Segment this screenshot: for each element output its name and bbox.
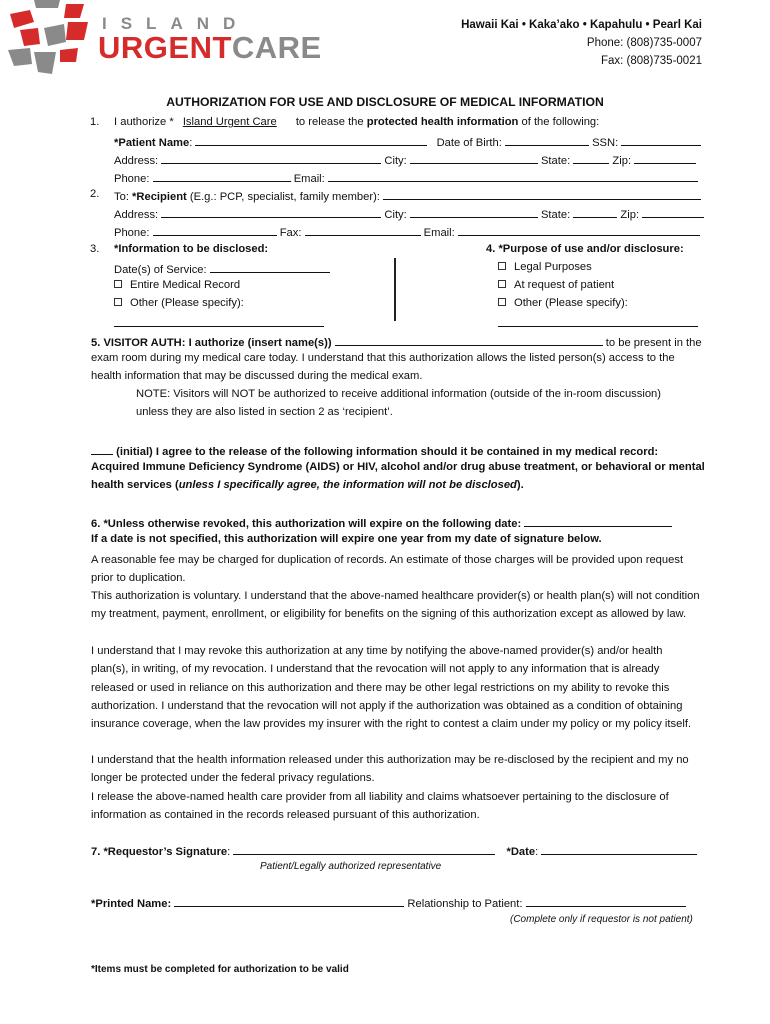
logo-urgentcare-text: URGENTCARE bbox=[98, 30, 322, 65]
fee-paragraph: A reasonable fee may be charged for duplication of records. An estimate of those charges will be provided upon request prior to duplication. bbox=[91, 554, 684, 585]
recipient-state-field[interactable] bbox=[573, 206, 617, 218]
checkbox-icon[interactable] bbox=[498, 280, 506, 288]
header-fax: Fax: (808)735-0021 bbox=[600, 55, 702, 67]
relationship-field[interactable] bbox=[526, 895, 686, 907]
dob-field[interactable] bbox=[505, 134, 589, 146]
patient-phone-field[interactable] bbox=[153, 170, 291, 182]
release-paragraph: I release the above-named health care provider from all liability and claims whatsoever pertaining to the disclosure of information as contained in the records released pursuant of this authorization. bbox=[91, 791, 669, 822]
header-phone: Phone: (808)735-0007 bbox=[586, 37, 702, 49]
patient-address-row: Address: City: State: Zip: bbox=[114, 152, 696, 167]
initial-row: (initial) I agree to the release of the following information should it be contained in my medical record: bbox=[91, 443, 658, 458]
dates-of-service-field[interactable] bbox=[210, 261, 330, 273]
printed-name-row: *Printed Name: Relationship to Patient: bbox=[91, 895, 686, 910]
recipient-row: To: *Recipient (E.g.: PCP, specialist, family member): bbox=[114, 188, 701, 203]
expiry-default-text: If a date is not specified, this authorization will expire one year from my date of signature below. bbox=[91, 533, 602, 545]
logo-mark-icon bbox=[4, 0, 92, 76]
recipient-address-row: Address: City: State: Zip: bbox=[114, 206, 704, 221]
logo-island-text: ISLAND bbox=[102, 14, 250, 33]
other-purpose-field[interactable] bbox=[498, 315, 698, 327]
option-legal[interactable]: Legal Purposes bbox=[498, 261, 592, 273]
patient-zip-field[interactable] bbox=[634, 152, 696, 164]
recipient-phone-field[interactable] bbox=[153, 224, 277, 236]
patient-address-field[interactable] bbox=[161, 152, 381, 164]
option-other-purpose[interactable]: Other (Please specify): bbox=[498, 297, 628, 309]
recipient-contact-row: Phone: Fax: Email: bbox=[114, 224, 700, 239]
checkbox-icon[interactable] bbox=[114, 298, 122, 306]
section1-number: 1. bbox=[90, 116, 100, 128]
recipient-fax-field[interactable] bbox=[305, 224, 421, 236]
signature-field[interactable] bbox=[233, 843, 495, 855]
option-entire-record[interactable]: Entire Medical Record bbox=[114, 279, 240, 291]
other-purpose-row bbox=[498, 315, 698, 330]
section-divider bbox=[394, 258, 396, 321]
recipient-field[interactable] bbox=[383, 188, 701, 200]
visitor-text-3: health information that may be discussed during the medical exam. bbox=[91, 370, 423, 382]
recipient-city-field[interactable] bbox=[410, 206, 538, 218]
patient-row: *Patient Name: Date of Birth: SSN: bbox=[114, 134, 701, 149]
section4-title: 4. *Purpose of use and/or disclosure: bbox=[486, 243, 684, 255]
page-title: AUTHORIZATION FOR USE AND DISCLOSURE OF MEDICAL INFORMATION bbox=[166, 95, 604, 109]
patient-city-field[interactable] bbox=[410, 152, 538, 164]
voluntary-paragraph: This authorization is voluntary. I understand that the above-named healthcare provider(s) or health plan(s) will not condition my treatment, payment, enrollment, or eligibility for benefits on the signing of this authorization except as allowed by law. bbox=[91, 590, 700, 621]
patient-state-field[interactable] bbox=[573, 152, 609, 164]
other-info-field[interactable] bbox=[114, 315, 324, 327]
visitor-auth-row: 5. VISITOR AUTH: I authorize (insert name(s)) to be present in the bbox=[91, 334, 702, 349]
initial-text-2: Acquired Immune Deficiency Syndrome (AIDS) or HIV, alcohol and/or drug abuse treatment, or behavioral or mental bbox=[91, 461, 705, 473]
revoke-paragraph: I understand that I may revoke this authorization at any time by notifying the above-named provider(s) and/or health plan(s), in writing, of my revocation. I understand that the revocation will not apply to any information that is already released or used in reliance on this authorization and there may be other legal restrictions on my ability to revoke this authorization. I understand that the revocation will not apply if the authorization was obtained as a condition of obtaining insurance coverage, when the law provides my insurer with the right to contest a claim under my policy or my policy itself. bbox=[91, 645, 692, 731]
checkbox-icon[interactable] bbox=[498, 262, 506, 270]
visitor-text-2: exam room during my medical care today. I understand that this authorization allows the listed person(s) access to the bbox=[91, 352, 675, 364]
section2-number: 2. bbox=[90, 188, 100, 200]
other-info-row bbox=[114, 315, 324, 330]
signature-hint: Patient/Legally authorized representative bbox=[260, 861, 442, 872]
option-other-info[interactable]: Other (Please specify): bbox=[114, 297, 244, 309]
ssn-field[interactable] bbox=[621, 134, 701, 146]
redisclose-paragraph: I understand that the health information released under this authorization may be re-disclosed by the recipient and my no longer be protected under the federal privacy regulations. bbox=[91, 754, 689, 785]
expiry-row: 6. *Unless otherwise revoked, this authorization will expire on the following date: bbox=[91, 515, 672, 530]
option-patient-request[interactable]: At request of patient bbox=[498, 279, 614, 291]
checkbox-icon[interactable] bbox=[498, 298, 506, 306]
header-locations: Hawaii Kai • Kaka’ako • Kapahulu • Pearl Kai bbox=[461, 19, 702, 31]
visitor-names-field[interactable] bbox=[335, 334, 603, 346]
section3-number: 3. bbox=[90, 243, 100, 255]
visitor-note-2: unless they are also listed in section 2 as ‘recipient’. bbox=[136, 406, 393, 418]
patient-name-field[interactable] bbox=[195, 134, 427, 146]
relationship-hint: (Complete only if requestor is not patient) bbox=[510, 914, 693, 925]
recipient-zip-field[interactable] bbox=[642, 206, 704, 218]
dates-of-service-row: Date(s) of Service: bbox=[114, 261, 330, 276]
initial-text-3: health services (unless I specifically agree, the information will not be disclosed). bbox=[91, 479, 524, 491]
checkbox-icon[interactable] bbox=[114, 280, 122, 288]
recipient-address-field[interactable] bbox=[161, 206, 381, 218]
patient-email-field[interactable] bbox=[328, 170, 698, 182]
expiry-date-field[interactable] bbox=[524, 515, 672, 527]
patient-contact-row: Phone: Email: bbox=[114, 170, 698, 185]
recipient-email-field[interactable] bbox=[458, 224, 700, 236]
visitor-note-1: NOTE: Visitors will NOT be authorized to receive additional information (outside of the in-room discussion) bbox=[136, 388, 662, 400]
section3-title: *Information to be disclosed: bbox=[114, 243, 269, 255]
authorize-provider-field[interactable]: Island Urgent Care bbox=[182, 116, 277, 128]
printed-name-field[interactable] bbox=[174, 895, 404, 907]
initial-field[interactable] bbox=[91, 443, 113, 455]
footer-note: *Items must be completed for authorization to be valid bbox=[91, 964, 349, 975]
section1-authorize-row: I authorize * Island Urgent Care to release the protected health information of the following: bbox=[114, 116, 600, 128]
signature-row: 7. *Requestor’s Signature: *Date: bbox=[91, 843, 697, 858]
signature-date-field[interactable] bbox=[541, 843, 697, 855]
